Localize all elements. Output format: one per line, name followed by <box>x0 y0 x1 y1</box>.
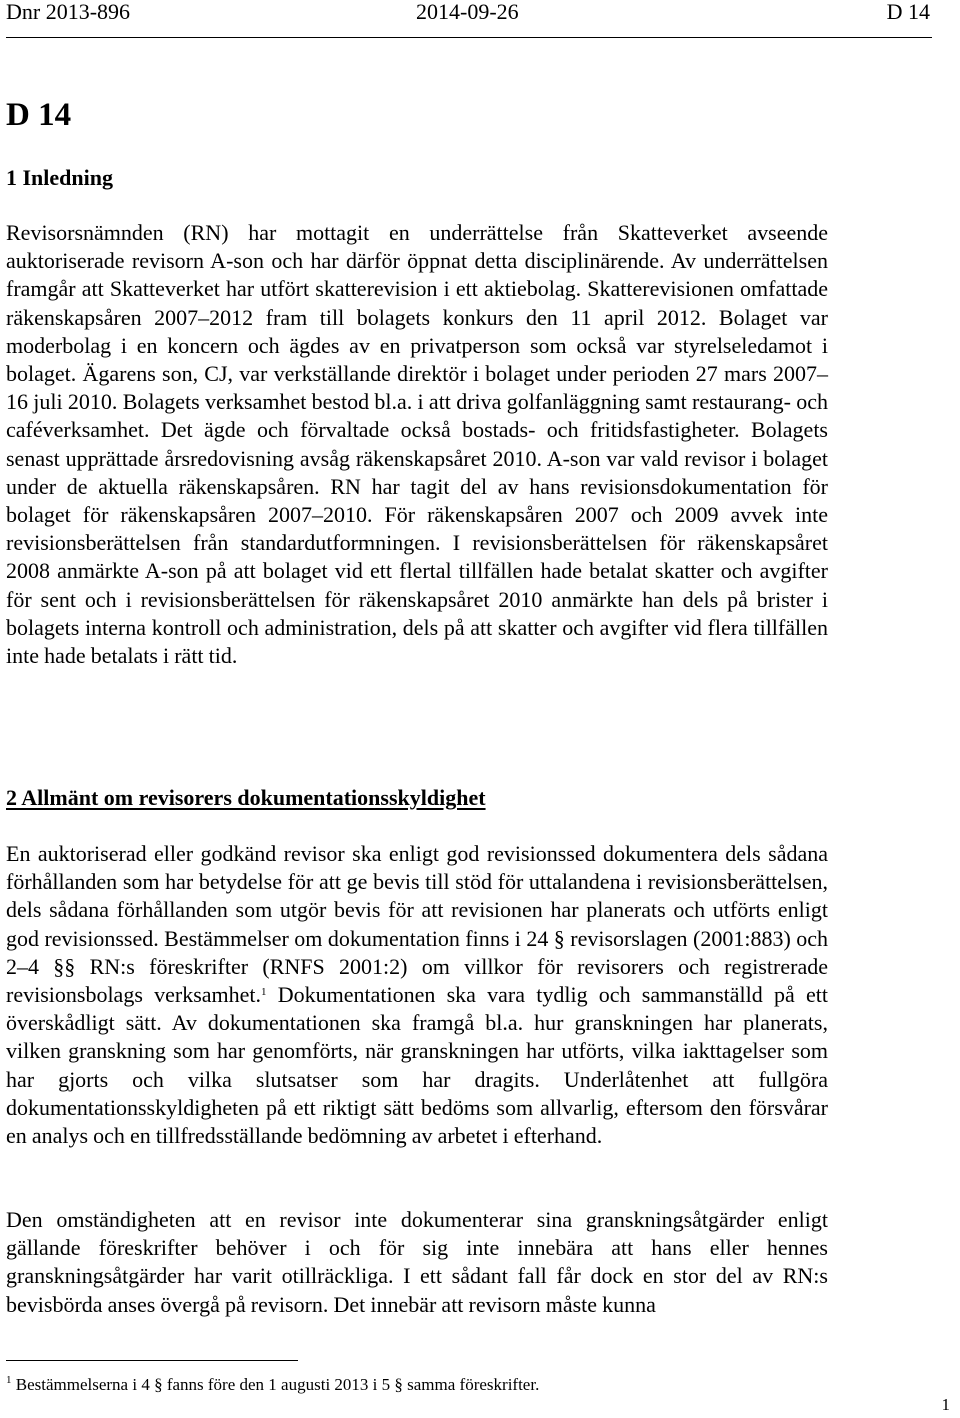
footnote-text: Bestämmelserna i 4 § fanns före den 1 augusti 2013 i 5 § samma föreskrifter. <box>11 1375 540 1394</box>
document-date: 2014-09-26 <box>416 0 519 24</box>
footnote-reference[interactable]: 1 <box>261 986 267 999</box>
page-title: D 14 <box>6 97 72 133</box>
footnote-marker: 1 <box>6 1374 12 1386</box>
paragraph-text: Dokumentationen ska vara tydlig och sammanställd på ett överskådligt sätt. Av dokumentationen ska framgå bl.a. hur granskningen har planerats, vilken granskning som har genomförts, när granskningen har utförts, vilka iakttagelser som har gjorts och vilka slutsatser som har dragits. Underlåtenhet att fullgöra dokumentationsskyldigheten på ett riktigt sätt bedöms som allvarlig, eftersom den försvårar en analys och en tillfredsställande bedömning av arbetet i efterhand. <box>6 982 828 1149</box>
case-code: D 14 <box>886 0 930 24</box>
section-heading-inledning: 1 Inledning <box>6 165 113 190</box>
paragraph-text: En auktoriserad eller godkänd revisor ska enligt god revisionssed dokumentera dels sådana förhållanden som har betydelse för att ge bevis till stöd för uttalandena i revisionsberättelsen, dels sådana förhållanden som utgör bevis för att revisionen har planerats och utförts enligt god revisionssed. Bestämmelser om dokumentation finns i 24 § revisorslagen (2001:883) och 2–4 §§ RN:s föreskrifter (RNFS 2001:2) om villkor för revisorers och registrerade revisionsbolags verksamhet. <box>6 841 828 1008</box>
section-heading-dokumentationsskyldighet: 2 Allmänt om revisorers dokumentationsskyldighet <box>6 785 486 810</box>
section-paragraph: Den omständigheten att en revisor inte dokumenterar sina granskningsåtgärder enligt gällande föreskrifter behöver i och för sig inte innebära att hans eller hennes granskningsåtgärder har varit otillräckliga. I ett sådant fall får dock en stor del av RN:s bevisbörda anses övergå på revisorn. Det innebär att revisorn måste kunna <box>6 1207 828 1317</box>
footnote <box>6 1374 539 1396</box>
page-number: 1 <box>941 1395 950 1414</box>
page-header <box>6 0 930 24</box>
document-reference: Dnr 2013-896 <box>6 0 131 24</box>
section-paragraph: Revisorsnämnden (RN) har mottagit en underrättelse från Skatteverket avseende auktoriserade revisorn A-son och har därför öppnat detta disciplinärende. Av underrättelsen framgår att Skatteverket har utfört skatterevision i ett aktiebolag. Skatterevisionen omfattade räkenskapsåren 2007–2012 fram till bolagets konkurs den 11 april 2012. Bolaget var moderbolag i en koncern och ägdes av en privatperson som också var styrelseledamot i bolaget. Ägarens son, CJ, var verkställande direktör i bolaget under perioden 27 mars 2007–16 juli 2010. Bolagets verksamhet bestod bl.a. i att driva golfanläggning samt restaurang- och caféverksamhet. Det ägde och förvaltade också bostads- och fritidsfastigheter. Bolagets senast upprättade årsredovisning avsåg räkenskapsåret 2010. A-son var vald revisor i bolaget under de aktuella räkenskapsåren. RN har tagit del av hans revisionsdokumentation för bolaget för räkenskapsåren 2007–2010. För räkenskapsåren 2007 och 2009 avvek inte revisionsberättelsen från standardutformningen. I revisionsberättelsen för räkenskapsåret 2008 anmärkte A-son på att bolaget vid ett flertal tillfällen hade betalat skatter och avgifter för sent och i revisionsberättelsen för räkenskapsåret 2010 anmärkte han dels på brister i bolagets interna kontroll och administration, dels på att skatter och avgifter vid flera tillfällen inte hade betalats i rätt tid. <box>6 220 828 669</box>
section-paragraph <box>6 840 828 1150</box>
header-divider <box>6 37 932 38</box>
footnote-divider <box>6 1360 298 1361</box>
